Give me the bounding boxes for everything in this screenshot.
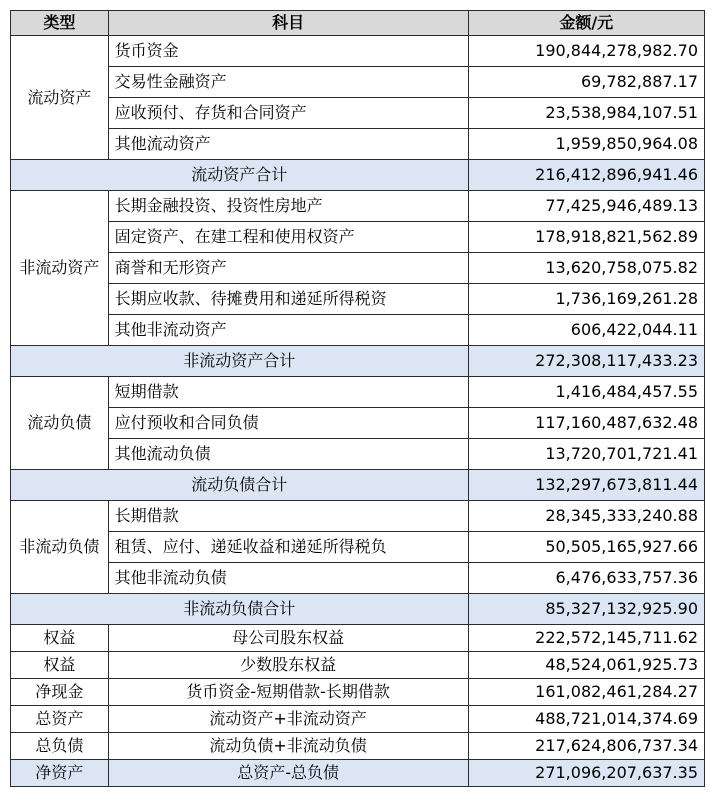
table-row (11, 67, 705, 98)
item-cell[interactable]: 短期借款 (108, 377, 468, 408)
item-cell[interactable]: 流动资产+非流动资产 (108, 706, 468, 733)
amount-cell[interactable]: 488,721,014,374.69 (468, 706, 704, 733)
item-cell[interactable]: 商誉和无形资产 (108, 253, 468, 284)
amount-cell[interactable]: 217,624,806,737.34 (468, 733, 704, 760)
amount-cell[interactable]: 48,524,061,925.73 (468, 652, 704, 679)
item-cell[interactable]: 长期借款 (108, 501, 468, 532)
summary-row (11, 625, 705, 652)
table-body (11, 11, 705, 787)
subtotal-amount-cell[interactable]: 272,308,117,433.23 (468, 346, 704, 377)
subtotal-amount-cell[interactable]: 132,297,673,811.44 (468, 470, 704, 501)
subtotal-row (11, 160, 705, 191)
item-cell[interactable]: 应收预付、存货和合同资产 (108, 98, 468, 129)
subtotal-amount-cell[interactable]: 85,327,132,925.90 (468, 594, 704, 625)
table-row (11, 191, 705, 222)
item-cell[interactable]: 母公司股东权益 (108, 625, 468, 652)
amount-cell[interactable]: 190,844,278,982.70 (468, 36, 704, 67)
amount-cell[interactable]: 271,096,207,637.35 (468, 760, 704, 787)
table-row (11, 532, 705, 563)
amount-cell[interactable]: 77,425,946,489.13 (468, 191, 704, 222)
summary-row (11, 652, 705, 679)
category-cell[interactable]: 总负债 (11, 733, 109, 760)
amount-cell[interactable]: 1,416,484,457.55 (468, 377, 704, 408)
amount-cell[interactable]: 222,572,145,711.62 (468, 625, 704, 652)
table-row (11, 501, 705, 532)
subtotal-label-cell[interactable]: 非流动负债合计 (11, 594, 469, 625)
subtotal-label-cell[interactable]: 流动资产合计 (11, 160, 469, 191)
item-cell[interactable]: 总资产-总负债 (108, 760, 468, 787)
amount-cell[interactable]: 606,422,044.11 (468, 315, 704, 346)
category-cell[interactable]: 流动资产 (11, 36, 109, 160)
amount-cell[interactable]: 28,345,333,240.88 (468, 501, 704, 532)
table-row (11, 284, 705, 315)
summary-row (11, 706, 705, 733)
amount-cell[interactable]: 13,720,701,721.41 (468, 439, 704, 470)
item-cell[interactable]: 流动负债+非流动负债 (108, 733, 468, 760)
subtotal-row (11, 470, 705, 501)
table-row (11, 563, 705, 594)
amount-cell[interactable]: 23,538,984,107.51 (468, 98, 704, 129)
subtotal-row (11, 594, 705, 625)
item-cell[interactable]: 货币资金-短期借款-长期借款 (108, 679, 468, 706)
summary-row (11, 679, 705, 706)
amount-cell[interactable]: 161,082,461,284.27 (468, 679, 704, 706)
amount-cell[interactable]: 13,620,758,075.82 (468, 253, 704, 284)
table-row (11, 439, 705, 470)
amount-cell[interactable]: 69,782,887.17 (468, 67, 704, 98)
subtotal-row (11, 346, 705, 377)
amount-cell[interactable]: 178,918,821,562.89 (468, 222, 704, 253)
category-cell[interactable]: 净资产 (11, 760, 109, 787)
balance-sheet-table (10, 10, 705, 787)
table-row (11, 98, 705, 129)
table-row (11, 129, 705, 160)
item-cell[interactable]: 交易性金融资产 (108, 67, 468, 98)
table-row (11, 315, 705, 346)
item-cell[interactable]: 其他非流动负债 (108, 563, 468, 594)
subtotal-label-cell[interactable]: 流动负债合计 (11, 470, 469, 501)
category-cell[interactable]: 净现金 (11, 679, 109, 706)
category-cell[interactable]: 流动负债 (11, 377, 109, 470)
item-cell[interactable]: 租赁、应付、递延收益和递延所得税负 (108, 532, 468, 563)
item-cell[interactable]: 其他流动负债 (108, 439, 468, 470)
net-assets-row (11, 760, 705, 787)
amount-cell[interactable]: 50,505,165,927.66 (468, 532, 704, 563)
subtotal-label-cell[interactable]: 非流动资产合计 (11, 346, 469, 377)
table-row (11, 222, 705, 253)
amount-cell[interactable]: 1,959,850,964.08 (468, 129, 704, 160)
item-cell[interactable]: 长期应收款、待摊费用和递延所得税资 (108, 284, 468, 315)
category-cell[interactable]: 总资产 (11, 706, 109, 733)
amount-cell[interactable]: 1,736,169,261.28 (468, 284, 704, 315)
item-cell[interactable]: 其他非流动资产 (108, 315, 468, 346)
item-cell[interactable]: 应付预收和合同负债 (108, 408, 468, 439)
table-row (11, 408, 705, 439)
header-item[interactable]: 科目 (108, 11, 468, 36)
subtotal-amount-cell[interactable]: 216,412,896,941.46 (468, 160, 704, 191)
table-row (11, 253, 705, 284)
item-cell[interactable]: 长期金融投资、投资性房地产 (108, 191, 468, 222)
category-cell[interactable]: 非流动负债 (11, 501, 109, 594)
table-row (11, 36, 705, 67)
item-cell[interactable]: 少数股东权益 (108, 652, 468, 679)
category-cell[interactable]: 非流动资产 (11, 191, 109, 346)
item-cell[interactable]: 其他流动资产 (108, 129, 468, 160)
header-row (11, 11, 705, 36)
amount-cell[interactable]: 6,476,633,757.36 (468, 563, 704, 594)
category-cell[interactable]: 权益 (11, 625, 109, 652)
item-cell[interactable]: 货币资金 (108, 36, 468, 67)
amount-cell[interactable]: 117,160,487,632.48 (468, 408, 704, 439)
table-row (11, 377, 705, 408)
category-cell[interactable]: 权益 (11, 652, 109, 679)
summary-row (11, 733, 705, 760)
header-category[interactable]: 类型 (11, 11, 109, 36)
item-cell[interactable]: 固定资产、在建工程和使用权资产 (108, 222, 468, 253)
header-amount[interactable]: 金额/元 (468, 11, 704, 36)
